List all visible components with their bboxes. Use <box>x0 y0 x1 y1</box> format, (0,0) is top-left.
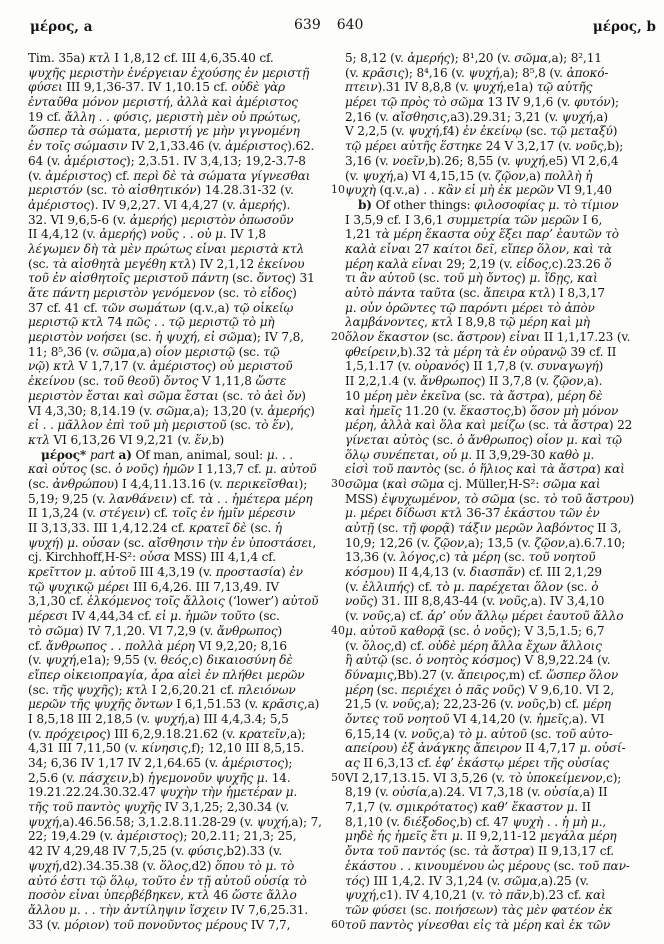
text-line: φύσει III 9,1,36-37. IV 1,10.15 cf. οὐδὲ γὰρ <box>28 80 286 95</box>
text-line: 6,15,14 (v. νοῦς,a) τὸ μ. αὐτοῦ (sc. τοῦ αὐτο- <box>345 726 613 741</box>
text-line: ψυχή,d2).34.35.38 (v. ὅλος,d2) ὅπου τὸ μ. τὸ <box>28 858 295 873</box>
text-line: 33 (v. μόριον) τοῦ πονοῦντος μέρους IV 7,7, <box>28 917 291 932</box>
text-line: (v. ἀμέριστος) cf. περὶ δὲ τὰ σώματα γίγνεσθαι <box>28 168 311 183</box>
gutter-line-number: 30 <box>331 477 345 491</box>
text-line: μ. μέρει δίδωσι κτλ 36-37 ἑκάστου τῶν ἐν <box>345 506 600 521</box>
text-line: II 4,4,12 (v. ἀμερής) νοῦς . . οὐ μ. IV 1,8 <box>28 227 266 242</box>
text-line: II 3,13,33. III 1,4,12.24 cf. κρατεῖ δὲ (sc. ἡ <box>28 521 282 535</box>
text-line: σῶμα (καὶ σῶμα cj. Müller,H-S²: σῶμα καὶ <box>345 476 601 491</box>
text-line: μέρη (sc. περιέχει ὁ πᾶς νοῦς) V 9,6,10. VI 2, <box>345 682 615 697</box>
text-line: 19 cf. ἄλλη . . φύσις, μεριστὴ μὲν οὐ πρώτως, <box>28 109 301 124</box>
text-line: μέρος* part a) Of man, animal, soul: μ. . . <box>41 447 293 462</box>
right-column <box>345 51 658 932</box>
text-line: δύναμις,Bb).27 (v. ἄπειρος,m) cf. ὥσπερ ὅλον <box>345 667 619 682</box>
text-line: 8,19 (v. οὐσία,a).24. VI 7,3,18 (v. οὐσία,a) II <box>345 785 608 800</box>
text-line: cj. Kirchhoff,H-S²: οὖσα MSS) III 4,1,4 cf. <box>28 550 276 565</box>
text-line: γίνεται αὐτὸς (sc. ὁ ἄνθρωπος) οἷον μ. καὶ τῷ <box>345 432 622 447</box>
text-line: κτλ VI 6,13,26 VI 9,2,21 (v. ἕν,b) <box>28 432 225 447</box>
text-line: 10 μέρη μὲν ἐκεῖνα (sc. τὰ ἄστρα), μέρη δὲ <box>345 388 603 403</box>
text-line: ἅτε πάντη μεριστὸν γενόμενον (sc. τὸ εἶδος) <box>28 286 297 300</box>
text-line: μέρει τῷ πρὸς τὸ σῶμα 13 IV 9,1,6 (v. φυτόν); <box>345 95 619 110</box>
text-line: κόσμου) II 4,4,13 (v. διασπᾶν) cf. III 2,1,29 <box>345 565 602 580</box>
text-line: ἑκάστου . . κινουμένου ὡς μέρους (sc. τοῦ παν- <box>345 858 630 873</box>
text-line: μ. οὖν ὁρῶντες τῷ παρόντι μέρει τὸ ἀπὸν <box>345 300 595 315</box>
text-line: 1,5,1.17 (v. οὐρανός) II 1,7,8 (v. συναγωγή) <box>345 359 604 374</box>
column-numbers <box>294 17 363 33</box>
column-number-left: 639 <box>294 17 321 33</box>
text-line: 8,1,10 (v. διέξοδος,b) cf. 47 ψυχὴ . . ἡ μὴ μ., <box>345 814 607 829</box>
text-line: τοῦ ἐν αἰσθητοῖς μεριστοῦ πάντη (sc. ὄντος) 31 <box>28 271 315 286</box>
text-line: 5,19; 9,25 (v. λανθάνειν) cf. τὰ . . ἡμέτερα μέρη <box>28 491 313 506</box>
text-line: τῶν φύσει (sc. ποιήσεων) τὰς μὲν φατέον ἐκ <box>345 902 613 917</box>
text-line: ψυχῆς μεριστὴν ἐνέργειαν ἐχούσης ἐν μεριστῇ <box>28 65 310 80</box>
text-line: καὶ ἡμεῖς 11.20 (v. ἕκαστος,b) ὅσον μὴ μόνον <box>345 403 619 418</box>
text-line: (v. κρᾶσις); 8⁴,16 (v. ψυχή,a); 8⁵,8 (v. ἀποκό- <box>345 65 609 80</box>
text-line: 11; 8⁵,36 (v. σῶμα,a) οἷον μεριστῷ (sc. τῷ <box>28 344 280 359</box>
text-line: τός) III 1,4,2. IV 3,1,24 (v. σῶμα,a).25 (v. <box>345 873 589 888</box>
text-line: b) Of other things: φιλοσοφίας μ. τὸ τίμιον <box>358 197 619 212</box>
left-column <box>28 51 332 932</box>
text-line: νῷ) κτλ V 1,7,17 (v. ἀμέριστος) οὐ μεριστοῦ <box>28 359 293 374</box>
text-line: 13,36 (v. λόγος,c) τὰ μέρη (sc. τοῦ νοητοῦ <box>345 550 596 565</box>
text-line: ψυχή,c1). IV 4,10,21 (v. τὸ πᾶν,b).23 cf. καὶ <box>345 888 606 903</box>
text-line: 4,31 III 7,11,50 (v. κίνησις,f); 12,10 III 8,5,15. <box>28 741 305 756</box>
text-line: μεριστὸν νοήσει (sc. ἡ ψυχή, εἰ σῶμα); IV 7,8, <box>28 330 304 345</box>
gutter-line-number: 50 <box>331 771 345 785</box>
text-line: 2,5.6 (v. πάσχειν,b) ἡγεμονοῦν ψυχῆς μ. 14. <box>28 770 291 785</box>
text-line: τῷ μέρει αὐτῆς ἕστηκε 24 V 3,2,17 (v. νοῦς,b); <box>345 139 624 154</box>
text-line: II 1,3,24 (v. στέγειν) cf. τοῖς ἐν ἡμῖν μέρεσιν <box>28 506 296 521</box>
text-line: ψυχὴ (q.v.,a) . . κἂν εἰ μὴ ἐκ μερῶν VI 9,1,40 <box>345 183 612 198</box>
text-line: 22; 19,4.29 (v. ἀμέριστος); 20,2.11; 21,3; 25, <box>28 829 297 844</box>
gutter-line-number: 40 <box>331 624 345 638</box>
text-line: εἰ . . μᾶλλον ἐπὶ τοῦ μὴ μεριστοῦ (sc. τὸ ἕν), <box>28 418 294 433</box>
text-line: μέρη καλὰ εἶναι 29; 2,19 (v. εἶδος,c).23.26 ὅ <box>345 256 612 271</box>
text-line: 37 cf. 41 cf. τῶν σωμάτων (q.v.,a) τῷ οἰκείῳ <box>28 300 294 315</box>
text-line: 10,9; 12,26 (v. ζῷον,a); 13,5 (v. ζῷον,a).6.7.10; <box>345 535 626 550</box>
text-line: πτειν).31 IV 8,8,8 (v. ψυχή,e1a) τῷ αὐτῆς <box>345 80 593 95</box>
text-line: τοῦ παντὸς γίνεσθαι εἰς τὰ μέρη καὶ ἐκ τῶν <box>345 917 611 932</box>
text-line: ἐν τοῖς σώμασιν IV 2,1,33.46 (v. ἀμέριστος).62. <box>28 139 315 154</box>
text-line: II 2,2,1.4 (v. ἄνθρωπος) II 3,7,8 (v. ζῷον,a). <box>345 374 603 389</box>
text-line: 3,1,30 cf. ἑλκόμενος τοῖς ἄλλοις (‘lower’) αὐτοῦ <box>28 594 319 609</box>
text-line: φθείρειν,b).32 τὰ μέρη τὰ ἐν οὐρανῷ 39 cf. II <box>345 344 617 359</box>
text-line: τῆς τοῦ παντὸς ψυχῆς IV 3,1,25; 2,30.34 (v. <box>28 800 290 815</box>
text-line: ἄλλου μ. . . τὴν ἀντίληψιν ἴσχειν IV 7,6,25.31. <box>28 902 308 917</box>
text-line: λέγωμεν δὴ τὰ μὲν πρώτως εἶναι μεριστὰ κτλ <box>28 241 305 256</box>
text-line: ὅλῳ συνέπεται, οὗ μ. II 3,9,29-30 καθὸ μ. <box>345 447 595 462</box>
text-line: νοῦς) 31. III 8,8,43-44 (v. νοῦς,a). IV 3,4,10 <box>345 594 605 609</box>
gutter-line-number: 20 <box>331 330 345 344</box>
text-line: (v. ψυχή,e1a); 9,55 (v. θεός,c) δικαιοσύνη δὲ <box>28 653 293 668</box>
text-line: ψυχή,a).46.56.58; 3,1.2.8.11.28-29 (v. ψυχή,a); 7, <box>28 814 322 829</box>
text-line: (v. ψυχή,a) VI 4,15,15 (v. ζῷον,a) πολλὴ ἡ <box>345 168 593 183</box>
running-head-left: μέρος, a <box>30 19 93 35</box>
text-line: μηδὲ ἧς ἡμεῖς ἔτι μ. II 9,2,11-12 μεγάλα μέρη <box>345 829 617 844</box>
text-line: (v. νοῦς,a) cf. ἆρ’ οὖν ἄλλῳ μέρει ἑαυτοῦ ἄλλο <box>345 609 624 624</box>
text-line: μ. αὐτοῦ καθορᾷ (sc. ὁ νοῦς); V 3,5,1.5; 6,7 <box>345 623 605 638</box>
text-line: μεριστὸν ἔσται καὶ σῶμα ἔσται (sc. τὸ ἀεὶ ὄν) <box>28 388 306 403</box>
text-line: ὅλον ἕκαστον (sc. ἄστρον) εἶναι II 1,1,17.23 (v. <box>345 330 631 345</box>
text-line: 5; 8,12 (v. ἀμερής); 8¹,20 (v. σῶμα,a); 8²,11 <box>345 51 602 65</box>
running-head-right: μέρος, b <box>592 19 656 35</box>
text-line: αὐτό ἐστι τῷ ὅλῳ, τοῦτο ἐν τῇ αὑτοῦ οὐσίᾳ τὸ <box>28 873 307 888</box>
text-line: καλὰ εἶναι 27 καίτοι δεῖ, εἴπερ ὅλον, καὶ τὰ <box>345 241 612 256</box>
text-line: 32. VI 9,6,5-6 (v. ἀμερής) μεριστὸν ὁπωσοῦν <box>28 212 294 227</box>
text-line: (sc. τῆς ψυχῆς); κτλ I 2,6,20.21 cf. πλειόνων <box>28 682 296 697</box>
text-line: 34; 6,36 IV 1,17 IV 2,1,64.65 (v. ἀμέριστος); <box>28 756 293 770</box>
gutter-line-number: 60 <box>331 918 345 932</box>
text-line: ἀμέριστος). IV 9,2,27. VI 4,4,27 (v. ἀμερής). <box>28 197 291 212</box>
text-line: 19.21.22.24.30.32.47 ψυχὴν τὴν ἡμετέραν μ. <box>28 785 298 800</box>
text-line: κρεῖττον μ. αὐτοῦ III 4,3,19 (v. προστασία) ἐν <box>28 565 303 580</box>
text-line: (v. ὅλος,d) cf. οὐδὲ μέρη ἄλλα ἔχων ἄλλοις <box>345 638 602 653</box>
text-line: τι ἂν αὐτοῦ (sc. τοῦ μὴ ὄντος) μ. ἴδῃς, καὶ <box>345 271 598 286</box>
text-line: λαμβάνοντες, κτλ I 8,9,8 τῷ μέρη καὶ μὴ <box>345 315 590 330</box>
text-line: 1,21 τὰ μέρη ἕκαστα οὐχ ἕξει παρ’ ἑαυτῶν τὸ <box>345 227 619 242</box>
text-line: (v. πρόχειρος) III 6,2,9.18.21.62 (v. κρατεῖν,a); <box>28 726 306 741</box>
text-line: (v. ἐλλιπής) cf. τὸ μ. παρέχεται ὅλον (sc. ὁ <box>345 579 599 594</box>
text-line: 64 (v. ἀμέριστος); 2,3.51. IV 3,4,13; 19,2-3.7-8 <box>28 153 306 168</box>
text-line: μέρεσι IV 4,44,34 cf. εἰ μ. ἡμῶν τοῦτο (sc. <box>28 609 280 624</box>
text-line: μεριστῷ κτλ 74 πῶς . . τῷ μεριστῷ τὸ μὴ <box>28 315 275 330</box>
text-line: ποσὸν εἶναι ὑπερβέβηκεν, κτλ 46 ὥστε ἄλλο <box>28 888 297 903</box>
text-line: μεριστόν (sc. τὸ αἰσθητικόν) 14.28.31-32 (v. <box>28 183 294 198</box>
column-number-right: 640 <box>336 17 364 33</box>
text-line: ψυχή) μ. οὖσαν (sc. αἴσθησιν τὴν ἐν ὑποστάσει, <box>28 535 317 550</box>
text-line: αὐτὸ πάντα ταῦτα (sc. ἄπειρα κτλ) I 8,3,17 <box>345 286 605 300</box>
text-line: cf. ἄνθρωπος . . πολλὰ μέρη VI 9,2,20; 8,16 <box>28 638 287 653</box>
text-line: 2,16 (v. αἴσθησις,a3).29.31; 3,21 (v. ψυχή,a) <box>345 109 608 124</box>
text-line: απείρου) ἐξ ἀνάγκης ἄπειρον II 4,7,17 μ. οὐσί- <box>345 741 626 756</box>
text-line: τὸ σῶμα) IV 7,1,20. VI 7,2,9 (v. ἄνθρωπος) <box>28 623 283 638</box>
text-line: Tim. 35a) κτλ I 1,8,12 cf. III 4,6,35.40 cf. <box>28 51 274 65</box>
text-line: I 3,5,9 cf. I 3,6,1 συμμετρία τῶν μερῶν I 6, <box>345 212 603 227</box>
text-line: καὶ οὗτος (sc. ὁ νοῦς) ἡμῶν I 1,13,7 cf. μ. αὐτοῦ <box>28 462 317 477</box>
text-line: VI 2,17,13.15. VI 3,5,26 (v. τὸ ὑποκείμενον,c); <box>345 770 622 785</box>
text-line: 42 IV 4,29,48 IV 7,5,25 (v. φύσις,b2).33 (v. <box>28 844 283 859</box>
text-line: αὐτῇ (sc. τῇ φορᾷ) τάξιν μερῶν λαβόντος II 3, <box>345 521 622 535</box>
text-line: I 8,5,18 III 2,18,5 (v. ψυχή,a) III 4,4,3.4; 5,5 <box>28 711 289 726</box>
text-line: μέρη, ἀλλὰ καὶ ὅλα καὶ μείζω (sc. τὰ ἄστρα) 22 <box>345 418 633 433</box>
text-line: εἴπερ οἰκειοπραγία, ἆρα αἰεὶ ἐν πλήθει μερῶν <box>28 667 305 682</box>
text-line: εἰσὶ τοῦ παντὸς (sc. ὁ ἥλιος καὶ τὰ ἄστρα) καὶ <box>345 462 625 477</box>
text-line: ὄντες τοῦ νοητοῦ VI 4,14,20 (v. ἡμεῖς,a). VI <box>345 711 605 726</box>
text-line: (sc. ἀνθρώπου) I 4,4,11.13.16 (v. περικεῖσθαι); <box>28 476 308 491</box>
text-line: (sc. τὰ αἰσθητὰ μεγέθη κτλ) IV 2,1,12 ἐκείνου <box>28 256 305 271</box>
text-line: ἐνταῦθα μόνον μεριστή, ἀλλὰ καὶ ἀμέριστος <box>28 95 298 110</box>
text-line: VI 4,3,30; 8,14.19 (v. σῶμα,a); 13,20 (v. ἀμερής) <box>28 403 315 418</box>
text-line: 21,5 (v. νοῦς,a); 22,23-26 (v. νοῦς,b) cf. μέρη <box>345 697 611 712</box>
text-line: ὥσπερ τὰ σώματα, μεριστή γε μὴν γιγνομένη <box>28 124 300 139</box>
text-line: ἐκείνου (sc. τοῦ θεοῦ) ὄντος V 1,11,8 ὥστε <box>28 374 287 389</box>
text-line: τῷ ψυχικῷ μέρει III 6,4,26. III 7,13,49. IV <box>28 579 279 594</box>
text-line: V 2,2,5 (v. ψυχή,f4) ἐν ἐκείνῳ (sc. τῷ μεταξύ) <box>345 124 618 139</box>
text-line: 7,1,7 (v. σμικρότατος) καθ’ ἕκαστον μ. II <box>345 800 591 815</box>
gutter-line-number: 10 <box>331 183 345 197</box>
text-line: MSS) ἐψυχωμένον, τὸ σῶμα (sc. τὸ τοῦ ἄστρου) <box>345 491 635 506</box>
text-line: 3,16 (v. νοεῖν,b).26; 8,55 (v. ψυχή,e5) VI 2,6,4 <box>345 153 619 168</box>
text-line: μερῶν τῆς ψυχῆς ὄντων I 6,1,51.53 (v. κρᾶσις,a) <box>28 697 320 712</box>
text-line: ὄντα τοῦ παντός (sc. τὰ ἄστρα) II 9,13,17 cf. <box>345 844 614 859</box>
text-line: ας II 6,3,13 cf. ἐφ’ ἑκάστῳ μέρει τῆς οὐσίας <box>345 756 610 770</box>
text-line: ἢ αὐτῷ (sc. ὁ νοητὸς κόσμος) V 8,9,22.24 (v. <box>345 653 611 668</box>
